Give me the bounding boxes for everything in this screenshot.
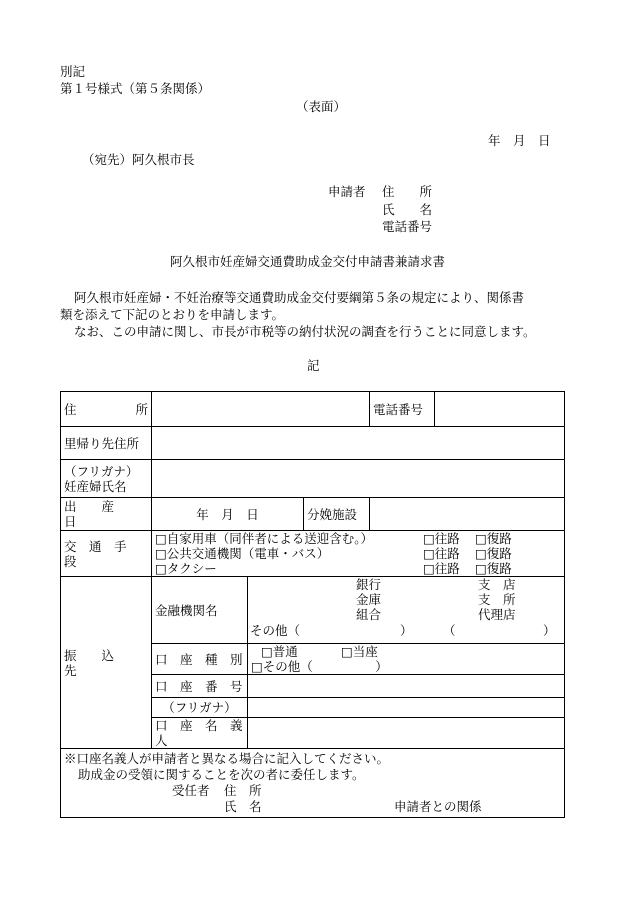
phone-input[interactable] bbox=[435, 392, 565, 427]
transport-taxi-label[interactable]: □タクシー bbox=[155, 561, 217, 576]
address-input[interactable] bbox=[152, 392, 370, 427]
homecoming-address-input[interactable] bbox=[152, 427, 565, 460]
delegation-section bbox=[61, 749, 565, 818]
applicant-name-label: 氏 名 bbox=[382, 202, 433, 217]
relation-label: 申請者との関係 bbox=[394, 799, 482, 814]
note-holder: ※口座名義人が申請者と異なる場合に記入してください。 bbox=[64, 751, 390, 766]
delegate-name-row bbox=[64, 799, 561, 815]
account-type-current[interactable]: □当座 bbox=[340, 644, 378, 659]
delegate-address-row bbox=[64, 783, 561, 799]
body-paragraph-1 bbox=[60, 289, 580, 340]
other-bank[interactable]: その他（ ） bbox=[250, 623, 413, 638]
other-branch[interactable]: （ ） bbox=[443, 623, 556, 638]
homecoming-label-cell: 里帰り先住所 bbox=[61, 427, 152, 460]
bank-label-cell: 金融機関名 bbox=[152, 577, 248, 644]
applicant-address-label: 住 所 bbox=[382, 184, 433, 199]
transport-public-label[interactable]: □公共交通機関（電車・バス） bbox=[155, 546, 330, 561]
bank-type-1: 銀行 bbox=[356, 577, 382, 592]
ki-label: 記 bbox=[307, 358, 320, 373]
body-line-2: 類を添えて下記のとおりを申請します。 bbox=[60, 307, 285, 322]
facility-input[interactable] bbox=[370, 498, 565, 531]
furigana-name-label-cell bbox=[61, 460, 152, 498]
holder-input[interactable] bbox=[248, 718, 565, 749]
account-number-label-cell: 口 座 番 号 bbox=[152, 675, 248, 698]
due-date-label-cell: 出 産 日 bbox=[61, 498, 152, 531]
transport-car-label[interactable]: □自家用車（同伴者による送迎含む。） bbox=[155, 531, 374, 546]
branch-type-2: 支 所 bbox=[478, 592, 516, 607]
transport-option-car[interactable] bbox=[155, 531, 561, 546]
account-type-other[interactable]: □その他（ ） bbox=[251, 659, 388, 674]
annex-label: 別記 bbox=[60, 64, 86, 79]
delegate-address-label: 住 所 bbox=[224, 783, 262, 798]
account-type-ordinary[interactable]: □普通 bbox=[261, 644, 298, 659]
bank-input[interactable] bbox=[248, 577, 565, 644]
transport-taxi-return[interactable]: □復路 bbox=[475, 561, 512, 576]
transport-taxi-outbound[interactable]: □往路 bbox=[423, 561, 460, 576]
address-label-cell: 住 所 bbox=[61, 392, 152, 427]
transfer-label-cell: 振 込 先 bbox=[61, 577, 152, 749]
date-line: 年 月 日 bbox=[488, 133, 551, 148]
addressee: （宛先）阿久根市長 bbox=[82, 152, 195, 167]
delegate-label: 受任者 bbox=[172, 783, 210, 798]
phone-label-cell: 電話番号 bbox=[370, 392, 435, 427]
bank-type-2: 金庫 bbox=[356, 592, 382, 607]
bank-type-3: 組合 bbox=[356, 607, 382, 622]
branch-type-1: 支 店 bbox=[478, 577, 516, 592]
body-line-3: なお、この申請に関し、市長が市税等の納付状況の調査を行うことに同意します。 bbox=[74, 324, 536, 339]
transport-public-return[interactable]: □復路 bbox=[475, 546, 512, 561]
transport-option-public[interactable] bbox=[155, 546, 561, 561]
transport-car-return[interactable]: □復路 bbox=[475, 531, 512, 546]
holder-furigana-input[interactable] bbox=[248, 698, 565, 718]
transport-option-taxi[interactable] bbox=[155, 561, 561, 576]
transport-car-outbound[interactable]: □往路 bbox=[423, 531, 460, 546]
applicant-label: 申請者 bbox=[328, 184, 366, 199]
due-date-input[interactable]: 年 月 日 bbox=[152, 498, 304, 531]
expectant-name-label: 妊産婦氏名 bbox=[64, 478, 127, 494]
transport-options-cell bbox=[152, 531, 565, 577]
expectant-name-input[interactable] bbox=[152, 460, 565, 498]
account-number-input[interactable] bbox=[248, 675, 565, 698]
applicant-phone-label: 電話番号 bbox=[382, 219, 433, 234]
branch-type-3: 代理店 bbox=[478, 607, 516, 622]
side-label: （表面） bbox=[296, 99, 347, 114]
note-delegation: 助成金の受領に関することを次の者に委任します。 bbox=[78, 767, 365, 782]
transport-public-outbound[interactable]: □往路 bbox=[423, 546, 460, 561]
holder-furigana-label-cell: （フリガナ） bbox=[152, 698, 248, 718]
body-line-1: 阿久根市妊産婦・不妊治療等交通費助成金交付要綱第５条の規定により、関係書 bbox=[74, 290, 525, 305]
application-form-table bbox=[60, 391, 565, 818]
account-type-label-cell: 口 座 種 別 bbox=[152, 644, 248, 675]
facility-label-cell: 分娩施設 bbox=[304, 498, 370, 531]
holder-label-cell: 口 座 名 義 人 bbox=[152, 718, 248, 749]
furigana-label: （フリガナ） bbox=[64, 463, 139, 479]
transport-label-cell: 交 通 手 段 bbox=[61, 531, 152, 577]
delegate-name-label: 氏 名 bbox=[224, 799, 262, 814]
form-number: 第１号様式（第５条関係） bbox=[60, 81, 211, 96]
document-title: 阿久根市妊産婦交通費助成金交付申請書兼請求書 bbox=[170, 254, 446, 269]
account-type-options bbox=[248, 644, 565, 675]
